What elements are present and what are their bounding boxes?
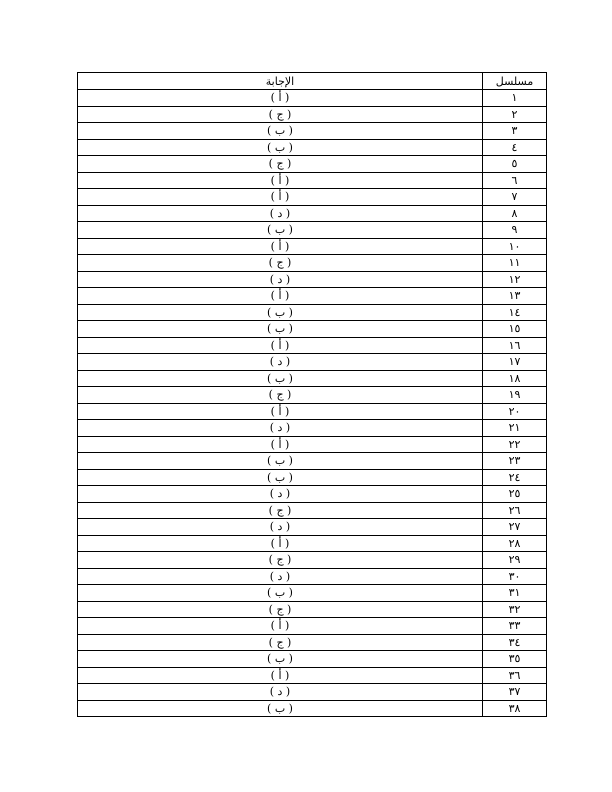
serial-cell: ٦ (483, 172, 547, 189)
answer-cell: ( ب ) (78, 700, 483, 717)
serial-cell: ١٧ (483, 354, 547, 371)
table-row (78, 106, 547, 123)
table-row (78, 700, 547, 717)
serial-cell: ٣ (483, 123, 547, 140)
serial-cell: ١٣ (483, 288, 547, 305)
serial-cell: ١ (483, 90, 547, 107)
answer-column-header: الإجابة (78, 73, 483, 90)
answer-cell: ( ج ) (78, 255, 483, 272)
table-row (78, 601, 547, 618)
answer-cell: ( أ ) (78, 535, 483, 552)
table-row (78, 585, 547, 602)
serial-cell: ٢٤ (483, 469, 547, 486)
table-row (78, 238, 547, 255)
table-row (78, 486, 547, 503)
answer-cell: ( ب ) (78, 222, 483, 239)
answer-cell: ( د ) (78, 205, 483, 222)
answer-cell: ( د ) (78, 486, 483, 503)
answer-cell: ( ب ) (78, 469, 483, 486)
serial-cell: ٣٤ (483, 634, 547, 651)
table-row (78, 519, 547, 536)
serial-cell: ٢٢ (483, 436, 547, 453)
answer-cell: ( أ ) (78, 288, 483, 305)
answer-cell: ( د ) (78, 420, 483, 437)
serial-cell: ٢٣ (483, 453, 547, 470)
serial-cell: ٢ (483, 106, 547, 123)
table-row (78, 156, 547, 173)
table-row (78, 436, 547, 453)
answer-cell: ( د ) (78, 568, 483, 585)
answer-cell: ( أ ) (78, 436, 483, 453)
serial-cell: ٢١ (483, 420, 547, 437)
table-row (78, 618, 547, 635)
answer-cell: ( ج ) (78, 156, 483, 173)
answer-cell: ( أ ) (78, 618, 483, 635)
table-row (78, 271, 547, 288)
table-row (78, 535, 547, 552)
serial-cell: ٢٠ (483, 403, 547, 420)
answer-cell: ( د ) (78, 354, 483, 371)
answer-cell: ( ج ) (78, 106, 483, 123)
serial-cell: ٢٦ (483, 502, 547, 519)
answer-cell: ( ج ) (78, 552, 483, 569)
table-row (78, 370, 547, 387)
serial-cell: ١٨ (483, 370, 547, 387)
table-row (78, 552, 547, 569)
answer-cell: ( د ) (78, 684, 483, 701)
table-row (78, 634, 547, 651)
answer-cell: ( أ ) (78, 337, 483, 354)
table-row (78, 205, 547, 222)
serial-cell: ٧ (483, 189, 547, 206)
table-row (78, 420, 547, 437)
serial-cell: ٨ (483, 205, 547, 222)
serial-cell: ١٢ (483, 271, 547, 288)
answer-cell: ( ج ) (78, 387, 483, 404)
table-row (78, 651, 547, 668)
serial-cell: ٢٨ (483, 535, 547, 552)
serial-cell: ١٦ (483, 337, 547, 354)
serial-cell: ١٥ (483, 321, 547, 338)
answer-cell: ( ب ) (78, 453, 483, 470)
answer-cell: ( ب ) (78, 139, 483, 156)
answer-cell: ( ب ) (78, 321, 483, 338)
serial-cell: ٣٠ (483, 568, 547, 585)
serial-cell: ٢٥ (483, 486, 547, 503)
table-row (78, 337, 547, 354)
serial-cell: ٥ (483, 156, 547, 173)
answer-cell: ( ج ) (78, 502, 483, 519)
serial-column-header: مسلسل (483, 73, 547, 90)
table-row (78, 90, 547, 107)
table-row (78, 403, 547, 420)
answer-cell: ( أ ) (78, 667, 483, 684)
answer-cell: ( ب ) (78, 585, 483, 602)
serial-cell: ٢٩ (483, 552, 547, 569)
answer-cell: ( أ ) (78, 403, 483, 420)
answer-cell: ( ب ) (78, 651, 483, 668)
table-row (78, 172, 547, 189)
answer-cell: ( د ) (78, 519, 483, 536)
serial-cell: ٩ (483, 222, 547, 239)
table-row (78, 354, 547, 371)
answer-cell: ( ج ) (78, 601, 483, 618)
table-row (78, 304, 547, 321)
table-row (78, 222, 547, 239)
answer-key-table (77, 72, 547, 717)
serial-cell: ١٤ (483, 304, 547, 321)
answer-cell: ( ج ) (78, 634, 483, 651)
serial-cell: ٣٦ (483, 667, 547, 684)
table-row (78, 502, 547, 519)
table-row (78, 667, 547, 684)
serial-cell: ٤ (483, 139, 547, 156)
table-row (78, 321, 547, 338)
answer-cell: ( ب ) (78, 304, 483, 321)
table-header-row (78, 73, 547, 90)
table-body (78, 90, 547, 717)
serial-cell: ٢٧ (483, 519, 547, 536)
table-row (78, 453, 547, 470)
table-row (78, 387, 547, 404)
serial-cell: ١١ (483, 255, 547, 272)
table-row (78, 255, 547, 272)
table-row (78, 123, 547, 140)
table-row (78, 189, 547, 206)
answer-cell: ( ب ) (78, 123, 483, 140)
table-row (78, 684, 547, 701)
answer-cell: ( د ) (78, 271, 483, 288)
serial-cell: ٣٢ (483, 601, 547, 618)
serial-cell: ٣٣ (483, 618, 547, 635)
table-row (78, 568, 547, 585)
answer-cell: ( أ ) (78, 189, 483, 206)
answer-cell: ( أ ) (78, 90, 483, 107)
serial-cell: ٣٧ (483, 684, 547, 701)
serial-cell: ١٠ (483, 238, 547, 255)
answer-cell: ( ب ) (78, 370, 483, 387)
answer-cell: ( أ ) (78, 238, 483, 255)
table-row (78, 469, 547, 486)
serial-cell: ١٩ (483, 387, 547, 404)
answer-cell: ( أ ) (78, 172, 483, 189)
table-row (78, 139, 547, 156)
table-row (78, 288, 547, 305)
serial-cell: ٣٥ (483, 651, 547, 668)
serial-cell: ٣١ (483, 585, 547, 602)
serial-cell: ٣٨ (483, 700, 547, 717)
